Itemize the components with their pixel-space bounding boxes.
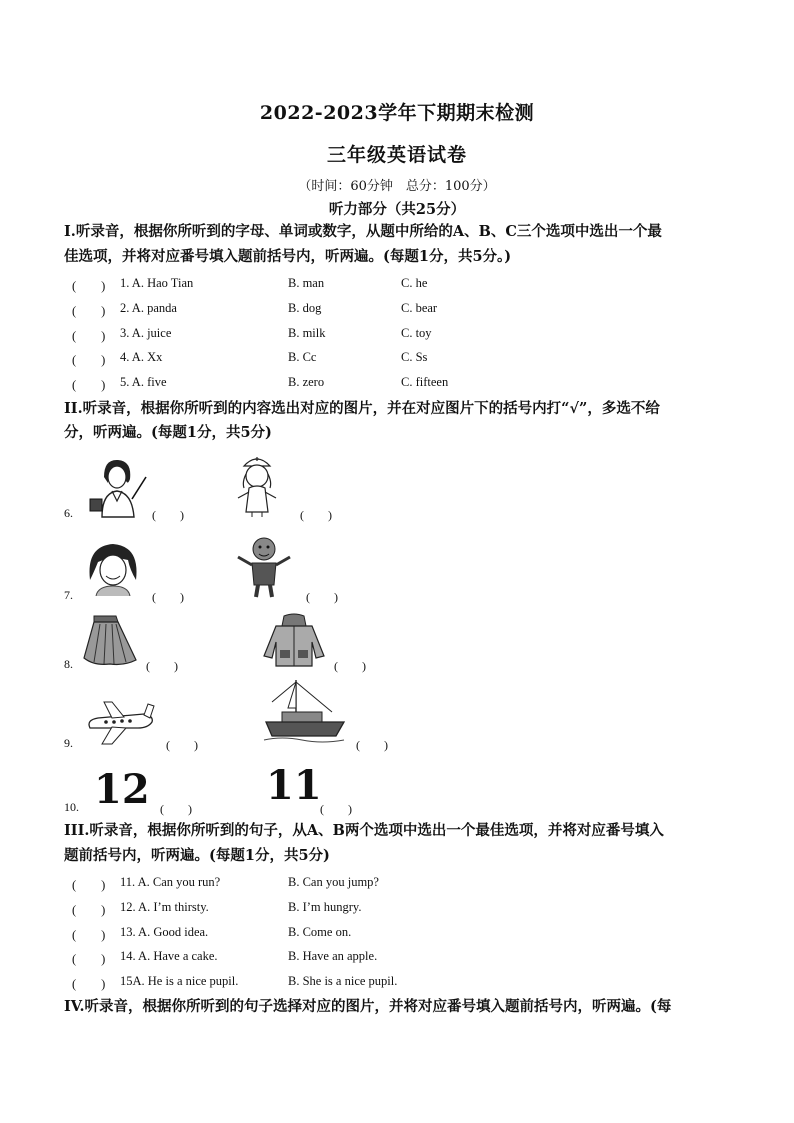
option-c: C. bear — [401, 301, 438, 315]
question-row — [64, 949, 734, 969]
answer-blank[interactable]: ( ) — [72, 878, 106, 892]
option-a: 5. A. five — [120, 375, 167, 389]
section2-instruction-line2: 分，听两遍。(每题1分，共5分) — [64, 424, 272, 441]
section4-instruction-line1: IV.听录音，根据你所听到的句子选择对应的图片，并将对应番号填入题前括号内，听两遍。(每 — [64, 998, 672, 1015]
answer-blank[interactable]: ( ) — [72, 329, 106, 343]
answer-blank[interactable]: ( ) — [72, 952, 106, 966]
skirt-picture — [80, 612, 140, 668]
answer-blank[interactable]: ( ) — [72, 353, 106, 367]
teacher-picture — [84, 455, 148, 519]
answer-blank[interactable]: ( ) — [334, 659, 366, 673]
section1-instruction-line2: 佳选项，并将对应番号填入题前括号内，听两遍。(每题1分，共5分。) — [64, 248, 512, 265]
option-a: 13. A. Good idea. — [120, 925, 209, 939]
ship-picture — [262, 678, 346, 744]
airplane-picture — [82, 698, 156, 748]
option-b: B. Can you jump? — [288, 875, 379, 889]
number-twelve-picture: 12 — [94, 766, 150, 813]
answer-blank[interactable]: ( ) — [72, 279, 106, 293]
answer-blank[interactable]: ( ) — [72, 304, 106, 318]
question-row — [64, 326, 734, 346]
option-a: 12. A. I’m thirsty. — [120, 900, 209, 914]
question-row — [64, 900, 734, 920]
nurse-picture — [232, 452, 282, 518]
answer-blank[interactable]: ( ) — [72, 928, 106, 942]
answer-blank[interactable]: ( ) — [72, 903, 106, 917]
jacket-picture — [262, 612, 326, 668]
option-b: B. dog — [288, 301, 322, 315]
option-b: B. Cc — [288, 350, 317, 364]
question-number: 7. — [64, 588, 73, 602]
answer-blank[interactable]: ( ) — [166, 738, 198, 752]
answer-blank[interactable]: ( ) — [306, 590, 338, 604]
answer-blank[interactable]: ( ) — [152, 590, 184, 604]
section3-instruction-line1: III.听录音，根据你所听到的句子，从A、B两个选项中选出一个最佳选项，并将对应番号填入 — [64, 822, 664, 839]
option-c: C. toy — [401, 326, 432, 340]
option-b: B. zero — [288, 375, 325, 389]
answer-blank[interactable]: ( ) — [320, 802, 352, 816]
question-row — [64, 276, 734, 296]
option-a: 2. A. panda — [120, 301, 177, 315]
section2-instruction-line1: II.听录音，根据你所听到的内容选出对应的图片，并在对应图片下的括号内打“√”，多选不给 — [64, 400, 660, 417]
question-row — [64, 350, 734, 370]
option-c: C. fifteen — [401, 375, 449, 389]
option-a: 4. A. Xx — [120, 350, 163, 364]
option-b: B. She is a nice pupil. — [288, 974, 398, 988]
option-b: B. I’m hungry. — [288, 900, 362, 914]
answer-blank[interactable]: ( ) — [160, 802, 192, 816]
listening-part-heading: 听力部分（共25分） — [328, 201, 466, 218]
option-b: B. Come on. — [288, 925, 352, 939]
option-b: B. milk — [288, 326, 326, 340]
exam-subtitle: 三年级英语试卷 — [326, 144, 467, 166]
question-number: 8. — [64, 657, 73, 671]
answer-blank[interactable]: ( ) — [152, 508, 184, 522]
girl-picture — [82, 540, 144, 596]
option-b: B. Have an apple. — [288, 949, 378, 963]
option-a: 15A. He is a nice pupil. — [120, 974, 239, 988]
exam-time-info: （时间：60分钟 总分：100分） — [298, 179, 496, 194]
question-number: 9. — [64, 736, 73, 750]
exam-title: 2022-2023学年下期期末检测 — [259, 102, 535, 124]
question-row — [64, 925, 734, 945]
question-row — [64, 375, 734, 395]
option-c: C. he — [401, 276, 428, 290]
option-a: 1. A. Hao Tian — [120, 276, 194, 290]
baby-picture — [234, 535, 294, 599]
answer-blank[interactable]: ( ) — [146, 659, 178, 673]
option-c: C. Ss — [401, 350, 428, 364]
question-number: 6. — [64, 506, 73, 520]
question-number: 10. — [64, 800, 79, 814]
option-a: 11. A. Can you run? — [120, 875, 221, 889]
option-a: 3. A. juice — [120, 326, 172, 340]
question-row — [64, 875, 734, 895]
number-eleven-picture: 11 — [266, 762, 322, 809]
question-row — [64, 301, 734, 321]
answer-blank[interactable]: ( ) — [356, 738, 388, 752]
answer-blank[interactable]: ( ) — [72, 378, 106, 392]
option-b: B. man — [288, 276, 325, 290]
answer-blank[interactable]: ( ) — [72, 977, 106, 991]
section3-instruction-line2: 题前括号内，听两遍。(每题1分，共5分) — [64, 847, 330, 864]
question-row — [64, 974, 734, 994]
section1-instruction-line1: I.听录音，根据你所听到的字母、单词或数字，从题中所给的A、B、C三个选项中选出一个最 — [64, 223, 662, 240]
option-a: 14. A. Have a cake. — [120, 949, 218, 963]
answer-blank[interactable]: ( ) — [300, 508, 332, 522]
